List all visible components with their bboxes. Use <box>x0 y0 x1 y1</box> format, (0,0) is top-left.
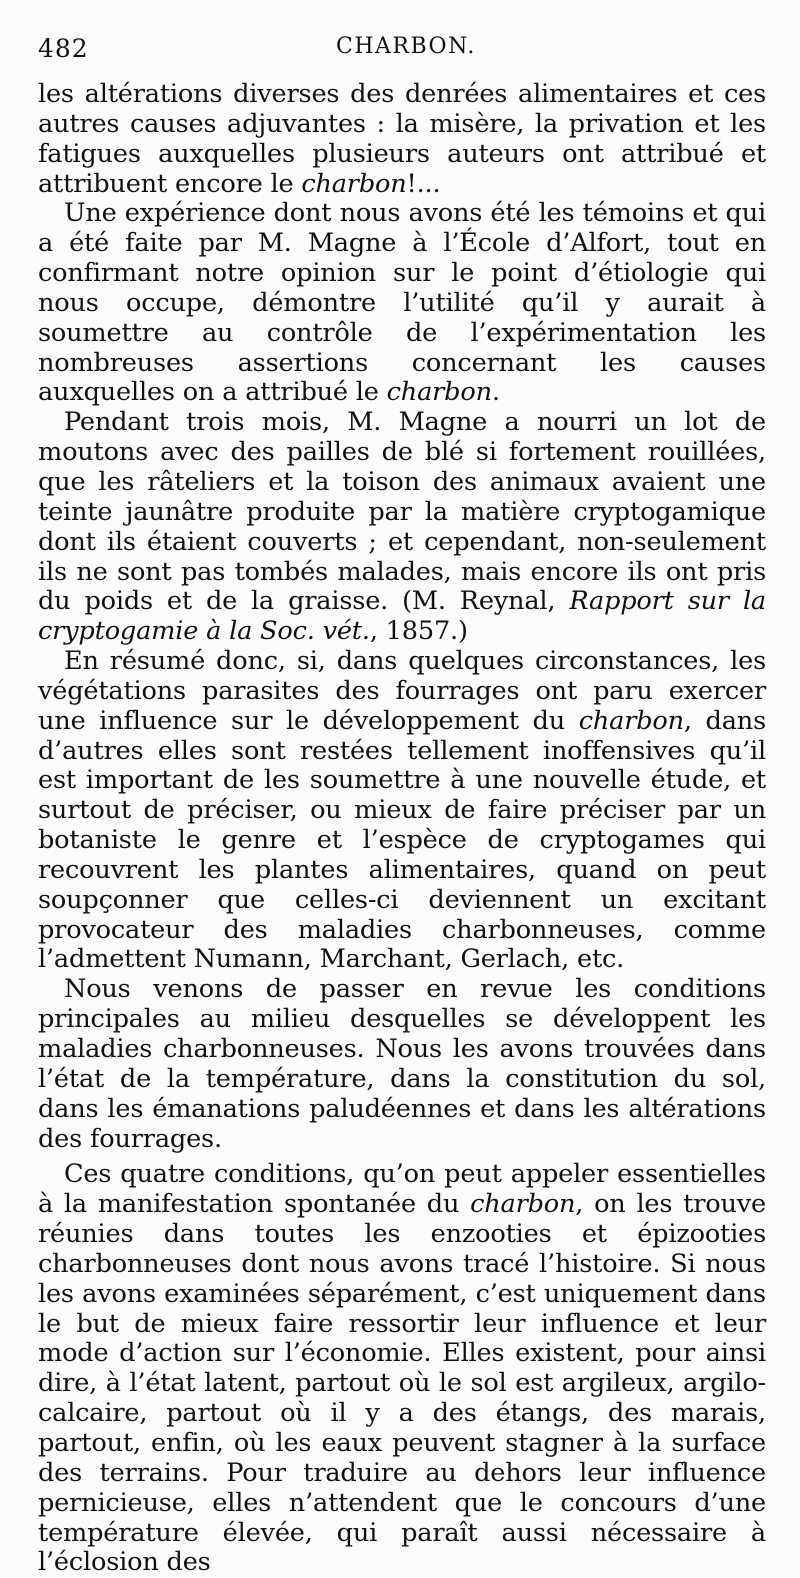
paragraph-5 <box>38 975 766 1154</box>
text-span: , 1857.) <box>369 616 468 647</box>
text-span: Nous venons de passer en revue les conditions principales au milieu desquelles se développent les maladies charbonneuses. Nous les avons trouvées dans l’état de la température, dans la constitution du sol, dans les émanations paludéennes et dans les altérations des fourrages. <box>38 974 766 1154</box>
page-number: 482 <box>38 34 89 63</box>
italic-span: charbon <box>386 377 492 408</box>
text-span: , dans d’autres elles sont restées tellement inoffensives qu’il est important de les soumettre à une nouvelle étude, et surtout de préciser, ou mieux de faire préciser par un botaniste le genre et l’espèce de cryptogames qui recouvrent les plantes alimentaires, quand on peut soupçonner que celles-ci deviennent un excitant provocateur des maladies charbonneuses, comme l’admettent Numann, Marchant, Gerlach, etc. <box>38 705 767 975</box>
text-span: Ces quatre conditions, qu’on peut appeler essentielles à la manifestation spontanée du <box>38 1159 766 1220</box>
text-span: Pendant trois mois, M. Magne a nourri un lot de moutons avec des pailles de blé si fortement rouillées, que les râteliers et la toison des animaux avaient une teinte jaunâtre produite par la matière cryptogamique dont ils étaient couverts ; et cependant, non-seulement ils ne sont pas tombés malades, mais encore ils ont pris du poids et de la graisse. (M. Reynal, <box>38 407 766 617</box>
italic-span: charbon <box>301 168 407 199</box>
paragraph-6 <box>38 1160 766 1578</box>
text-span: Une expérience dont nous avons été les témoins et qui a été faite par M. Magne à l’École d’Alfort, tout en confirmant notre opinion sur le point d’étiologie qui nous occupe, démontre l’utilité qu’il y aurait à soumettre au contrôle de l’expérimentation les nombreuses assertions concernant les causes auxquelles on a attribué le <box>38 198 766 408</box>
text-span: !... <box>406 168 441 199</box>
paragraph-3 <box>38 408 766 647</box>
text-span: , on les trouve réunies dans toutes les enzooties et épizooties charbonneuses dont nous avons tracé l’histoire. Si nous les avons examinées séparément, c’est uniquement dans le but de mieux faire ressortir leur influence et leur mode d’action sur l’économie. Elles existent, pour ainsi dire, à l’état latent, partout où le sol est argileux, argilo-calcaire, partout où il y a des étangs, des marais, partout, enfin, où les eaux peuvent stagner à la surface des terrains. Pour traduire au dehors leur influence pernicieuse, elles n’attendent que le concours d’une température élevée, qui paraît aussi nécessaire à l’éclosion des <box>38 1189 766 1578</box>
body-text <box>38 80 766 1578</box>
page-header <box>38 24 766 80</box>
italic-span: charbon <box>578 705 684 736</box>
text-span: les altérations diverses des denrées alimentaires et ces autres causes adjuvantes : la misère, la privation et les fatigues auxquelles plusieurs auteurs ont attribué et attribuent encore le <box>38 79 766 199</box>
text-span: . <box>491 377 500 408</box>
running-title: CHARBON. <box>336 34 476 59</box>
paragraph-2 <box>38 199 766 408</box>
paragraph-4 <box>38 647 766 975</box>
paragraph-1 <box>38 80 766 199</box>
italic-span: Rapport sur la cryptogamie à la Soc. vét. <box>38 586 766 647</box>
text-span: En résumé donc, si, dans quelques circonstances, les végétations parasites des fourrages ont paru exercer une influence sur le développement du <box>38 646 766 736</box>
italic-span: charbon <box>470 1189 576 1220</box>
